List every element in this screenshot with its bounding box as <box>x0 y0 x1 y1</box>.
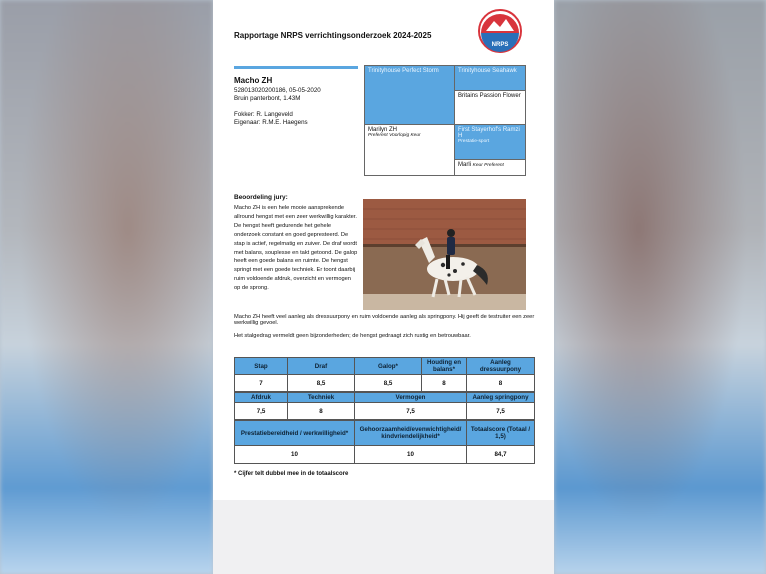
score-header-aanleg-spring: Aanleg springpony <box>467 393 535 403</box>
jury-text: Macho ZH is een hele mooie aansprekende allround hengst met een zeer werkwillig karakter. De hengst heeft gedurende het gehele onderzoek constant en goed gepresteerd. De stap is actief, regelmatig en zuiver. De draf wordt met balans, souplesse en takt getoond. De galop heeft een goede balans en ruimte. De hengst springt met een goede techniek. Er toont daarbij ruim voldoende afdruk, overzicht en vermogen op de sprong. <box>234 205 358 292</box>
pedigree-dam-predicate: Preferent Voorlopig Keur <box>368 133 421 138</box>
page-gap <box>213 500 554 574</box>
score-header-afdruk: Afdruk <box>235 393 288 403</box>
scores-table <box>234 357 534 464</box>
score-header-draf: Draf <box>288 358 355 375</box>
score-header-galop: Galop* <box>355 358 422 375</box>
pedigree-dam-dam-predicate: Keur Preferent <box>472 163 504 168</box>
horse-owner: Eigenaar: R.M.E. Haegens <box>234 119 308 126</box>
footnote: * Cijfer telt dubbel mee in de totaalscore <box>234 471 349 477</box>
score-value-galop: 8,5 <box>355 375 422 392</box>
pedigree-sire-name: Trinityhouse Perfect Storm <box>368 68 439 74</box>
pedigree-sire-sire-name: Trinityhouse Seahawk <box>458 68 517 74</box>
score-header-houding: Houding en balans* <box>422 358 467 375</box>
blurred-background-right <box>554 0 766 574</box>
horse-id-date: 528013020200186, 05-05-2020 <box>234 87 321 94</box>
score-value-prestatiebereidheid: 10 <box>235 446 355 464</box>
score-value-vermogen: 7,5 <box>355 403 467 420</box>
pedigree-dam-sire <box>454 124 526 160</box>
pedigree-sire <box>364 65 455 125</box>
scores-row-3 <box>234 420 535 464</box>
score-value-aanleg-spring: 7,5 <box>467 403 535 420</box>
jury-text-stalgedrag: Het stalgedrag vermeldt geen bijzonderheden; de hengst gedraagt zich rustig en betrouwbaar. <box>234 333 471 339</box>
horse-breeder: Fokker: R. Langeveld <box>234 111 293 118</box>
score-value-houding: 8 <box>422 375 467 392</box>
pedigree-table <box>364 65 526 176</box>
jury-heading: Beoordeling jury: <box>234 194 288 201</box>
pedigree-dam-name: Marilyn ZH <box>368 127 398 133</box>
pedigree-dam <box>364 124 455 176</box>
score-header-vermogen: Vermogen <box>355 393 467 403</box>
score-value-techniek: 8 <box>288 403 355 420</box>
horse-name: Macho ZH <box>234 76 273 85</box>
pedigree-dam-dam-name: Marli <box>458 162 471 168</box>
score-value-gehoorzaamheid: 10 <box>355 446 467 464</box>
score-header-stap: Stap <box>235 358 288 375</box>
score-value-afdruk: 7,5 <box>235 403 288 420</box>
pedigree-dam-sire-predicate: Prestatie-sport <box>458 139 490 144</box>
document-title: Rapportage NRPS verrichtingsonderzoek 2024-2025 <box>234 31 432 40</box>
horse-color-height: Bruin panterbont, 1.43M <box>234 95 301 102</box>
score-header-prestatiebereidheid: Prestatiebereidheid / werkwilligheid* <box>235 421 355 446</box>
scores-row-1 <box>234 357 535 392</box>
score-value-totaalscore: 84,7 <box>467 446 535 464</box>
pedigree-sire-dam <box>454 90 526 125</box>
score-header-aanleg-dressuur: Aanleg dressuurpony <box>467 358 535 375</box>
pedigree-dam-dam <box>454 159 526 176</box>
blurred-background-left <box>0 0 213 574</box>
pedigree-sire-dam-name: Britains Passion Flower <box>458 93 521 99</box>
score-header-techniek: Techniek <box>288 393 355 403</box>
score-value-stap: 7 <box>235 375 288 392</box>
horse-photo <box>363 199 526 310</box>
score-header-totaalscore: Totaalscore (Totaal / 1,5) <box>467 421 535 446</box>
accent-bar <box>234 66 358 69</box>
nrps-logo <box>478 9 522 53</box>
scores-row-2 <box>234 392 535 420</box>
logo-text: NRPS <box>491 42 509 48</box>
jury-text-aanleg: Macho ZH heeft veel aanleg als dressuurpony en ruim voldoende aanleg als springpony. Hij geeft de testruiter een zeer werkwillig gevoel. <box>234 314 535 326</box>
pedigree-sire-sire <box>454 65 526 91</box>
score-header-gehoorzaamheid: Gehoorzaamheid/evenwichtigheid/ kindvriendelijkheid* <box>355 421 467 446</box>
document-page <box>213 0 554 500</box>
pedigree-dam-sire-name: First Stayerhof's Ramzi H <box>458 127 520 139</box>
score-value-aanleg-dressuur: 8 <box>467 375 535 392</box>
score-value-draf: 8,5 <box>288 375 355 392</box>
